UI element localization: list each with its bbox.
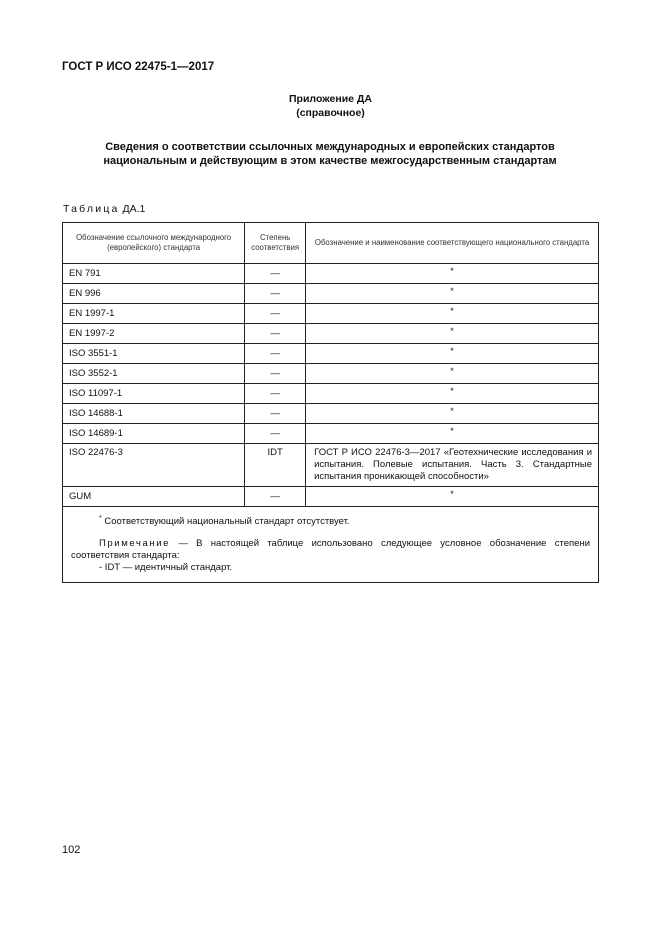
degree-cell: — — [245, 487, 306, 507]
asterisk: * — [450, 489, 454, 499]
reference-cell: EN 791 — [63, 264, 245, 284]
annex-heading-line-1: Сведения о соответствии ссылочных международных и европейских стандартов — [105, 141, 555, 153]
national-cell — [306, 304, 599, 324]
degree-cell: — — [245, 284, 306, 304]
note-list-item: - IDT — идентичный стандарт. — [99, 562, 233, 574]
footnote-text: Соответствующий национальный стандарт отсутствует. — [104, 516, 350, 528]
national-cell — [306, 344, 599, 364]
reference-cell: EN 1997-1 — [63, 304, 245, 324]
annex-subtitle: (справочное) — [296, 107, 365, 119]
table-notes-cell — [63, 507, 599, 583]
national-cell — [306, 424, 599, 444]
asterisk: * — [450, 326, 454, 336]
degree-cell: — — [245, 264, 306, 284]
national-cell — [306, 384, 599, 404]
footnote — [71, 513, 590, 528]
degree-cell: — — [245, 344, 306, 364]
header-reference-standard: Обозначение ссылочного международного (европейского) стандарта — [63, 223, 245, 264]
reference-cell: ISO 22476-3 — [63, 444, 245, 487]
header-national-standard: Обозначение и наименование соответствующего национального стандарта — [306, 223, 599, 264]
reference-cell: ISO 14689-1 — [63, 424, 245, 444]
table-caption — [63, 203, 145, 215]
table-row — [63, 304, 599, 324]
degree-cell: — — [245, 304, 306, 324]
degree-cell: IDT — [245, 444, 306, 487]
reference-cell: ISO 3551-1 — [63, 344, 245, 364]
table-row — [63, 344, 599, 364]
table-row — [63, 264, 599, 284]
asterisk: * — [450, 346, 454, 356]
degree-cell: — — [245, 324, 306, 344]
table-caption-label: Таблица — [63, 203, 120, 215]
national-cell — [306, 264, 599, 284]
table-caption-number: ДА.1 — [122, 203, 146, 215]
page-number: 102 — [62, 844, 81, 856]
table-row — [63, 364, 599, 384]
asterisk: * — [450, 286, 454, 296]
reference-cell: ISO 11097-1 — [63, 384, 245, 404]
reference-cell: ISO 14688-1 — [63, 404, 245, 424]
asterisk: * — [450, 406, 454, 416]
national-cell — [306, 364, 599, 384]
document-code: ГОСТ Р ИСО 22475-1—2017 — [62, 61, 215, 73]
national-cell — [306, 487, 599, 507]
table-row — [63, 444, 599, 487]
table-notes-row — [63, 507, 599, 583]
national-cell: ГОСТ Р ИСО 22476-3—2017 «Геотехнические исследования и испытания. Полевые испытания. Часть 3. Стандартные испытания проникающей способности» — [306, 444, 599, 487]
degree-cell: — — [245, 404, 306, 424]
degree-cell: — — [245, 424, 306, 444]
asterisk: * — [450, 266, 454, 276]
reference-cell: ISO 3552-1 — [63, 364, 245, 384]
table-row — [63, 324, 599, 344]
annex-title-block — [0, 92, 661, 120]
asterisk: * — [450, 386, 454, 396]
asterisk: * — [450, 366, 454, 376]
footnote-mark: * — [99, 515, 102, 522]
table-row — [63, 384, 599, 404]
national-cell — [306, 284, 599, 304]
national-cell — [306, 324, 599, 344]
annex-heading — [62, 140, 598, 168]
table-row — [63, 487, 599, 507]
table-row — [63, 404, 599, 424]
table-row — [63, 284, 599, 304]
table-row — [63, 424, 599, 444]
reference-cell: GUM — [63, 487, 245, 507]
note-label: Примечание — [99, 538, 170, 550]
correspondence-table — [62, 222, 599, 583]
degree-cell: — — [245, 364, 306, 384]
asterisk: * — [450, 306, 454, 316]
asterisk: * — [450, 426, 454, 436]
note-text: — В настоящей таблице использовано следующее условное обозначение степени соответствия стандарта: — [71, 538, 590, 562]
national-cell — [306, 404, 599, 424]
degree-cell: — — [245, 384, 306, 404]
annex-heading-line-2: национальным и действующим в этом качестве межгосударственным стандартам — [103, 155, 557, 167]
table-header-row — [63, 223, 599, 264]
header-degree: Степень соответствия — [245, 223, 306, 264]
reference-cell: EN 1997-2 — [63, 324, 245, 344]
reference-cell: EN 996 — [63, 284, 245, 304]
table-note — [71, 538, 590, 562]
annex-title: Приложение ДА — [289, 93, 372, 105]
